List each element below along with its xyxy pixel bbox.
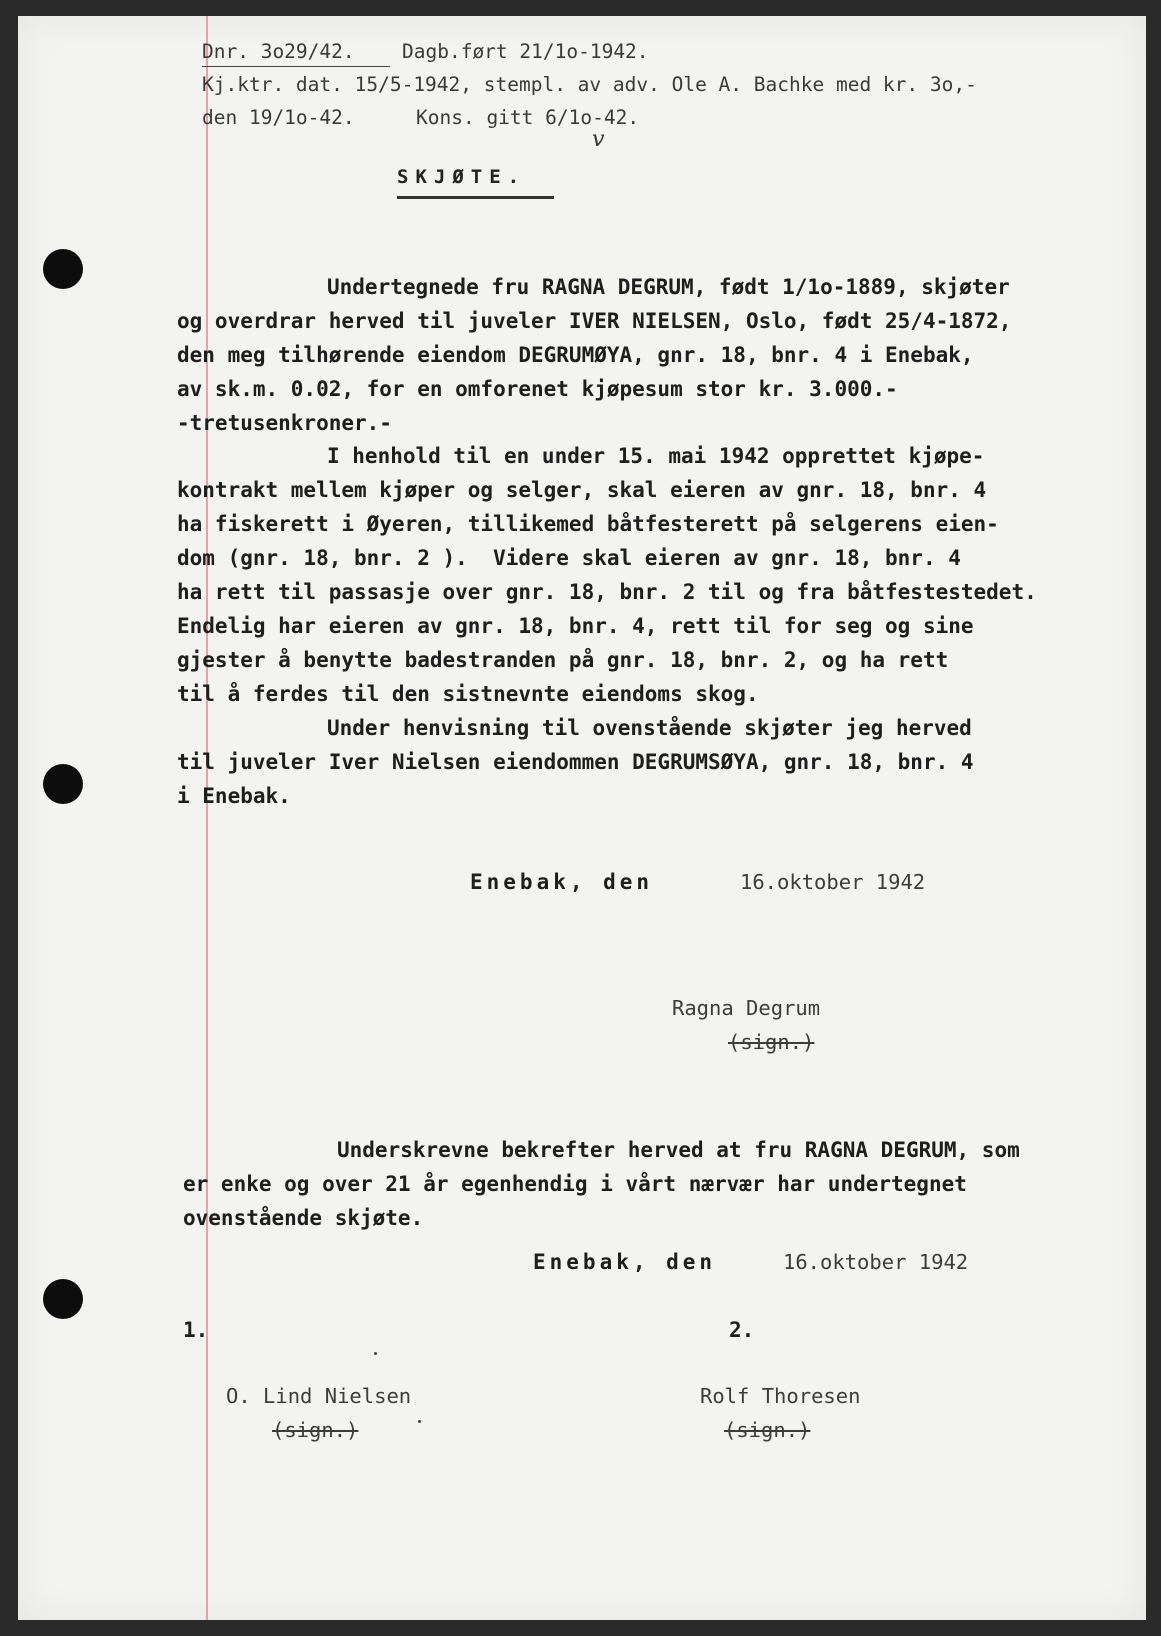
witness-1-name: O. Lind Nielsen	[226, 1384, 412, 1408]
body-line: ha fiskerett i Øyeren, tillikemed båtfesterett på selgerens eien-	[177, 512, 999, 536]
witness-2-sign: (sign.)	[724, 1418, 811, 1442]
ink-dot	[418, 1420, 421, 1423]
body-line: Under henvisning til ovenstående skjøter jeg herved	[327, 716, 972, 740]
document-page	[18, 16, 1146, 1620]
header-dnr-underline	[202, 66, 390, 67]
red-margin-line	[206, 16, 208, 1620]
title-underline	[397, 196, 554, 199]
body-line: til å ferdes til den sistnevnte eiendoms skog.	[177, 682, 759, 706]
punch-hole-middle	[43, 764, 83, 804]
header-consent: Kons. gitt 6/1o-42.	[416, 106, 640, 129]
body-line: ha rett til passasje over gnr. 18, bnr. 2 til og fra båtfestestedet.	[177, 580, 1037, 604]
body-line: Undertegnede fru RAGNA DEGRUM, født 1/1o-1889, skjøter	[327, 275, 1010, 299]
place-date-2-place: Enebak, den	[533, 1250, 717, 1274]
handwritten-check-mark: v	[592, 127, 605, 152]
document-title: SKJØTE.	[397, 166, 527, 188]
header-dagbok: Dagb.ført 21/1o-1942.	[402, 40, 649, 63]
body-line: av sk.m. 0.02, for en omforenet kjøpesum stor kr. 3.000.-	[177, 377, 898, 401]
punch-hole-bottom	[43, 1279, 83, 1319]
seller-signature-name: Ragna Degrum	[672, 996, 821, 1020]
witness-2-name: Rolf Thoresen	[700, 1384, 861, 1408]
witness-line: ovenstående skjøte.	[183, 1206, 424, 1230]
body-line: kontrakt mellem kjøper og selger, skal eieren av gnr. 18, bnr. 4	[177, 478, 987, 502]
body-line: den meg tilhørende eiendom DEGRUMØYA, gnr. 18, bnr. 4 i Enebak,	[177, 343, 974, 367]
witness-1-sign: (sign.)	[272, 1418, 359, 1442]
witness-line: er enke og over 21 år egenhendig i vårt nærvær har undertegnet	[183, 1172, 967, 1196]
place-date-1-place: Enebak, den	[470, 870, 654, 894]
body-line: I henhold til en under 15. mai 1942 opprettet kjøpe-	[327, 444, 985, 468]
witness-2-number: 2.	[729, 1318, 755, 1342]
body-line: gjester å benytte badestranden på gnr. 18, bnr. 2, og ha rett	[177, 648, 949, 672]
body-line: og overdrar herved til juveler IVER NIELSEN, Oslo, født 25/4-1872,	[177, 309, 1012, 333]
body-line: -tretusenkroner.-	[177, 411, 392, 435]
header-date: den 19/1o-42.	[202, 106, 355, 129]
place-date-1-date: 16.oktober 1942	[740, 870, 926, 894]
witness-1-number: 1.	[183, 1318, 209, 1342]
punch-hole-top	[43, 249, 83, 289]
place-date-2-date: 16.oktober 1942	[783, 1250, 969, 1274]
ink-dot	[374, 1352, 377, 1355]
witness-line: Underskrevne bekrefter herved at fru RAGNA DEGRUM, som	[337, 1138, 1020, 1162]
body-line: dom (gnr. 18, bnr. 2 ). Videre skal eieren av gnr. 18, bnr. 4	[177, 546, 961, 570]
body-line: i Enebak.	[177, 784, 291, 808]
body-line: Endelig har eieren av gnr. 18, bnr. 4, rett til for seg og sine	[177, 614, 974, 638]
header-contract: Kj.ktr. dat. 15/5-1942, stempl. av adv. Ole A. Bachke med kr. 3o,-	[202, 73, 977, 96]
body-line: til juveler Iver Nielsen eiendommen DEGRUMSØYA, gnr. 18, bnr. 4	[177, 750, 974, 774]
header-dnr: Dnr. 3o29/42.	[202, 40, 355, 63]
seller-signature-sign: (sign.)	[728, 1030, 815, 1054]
